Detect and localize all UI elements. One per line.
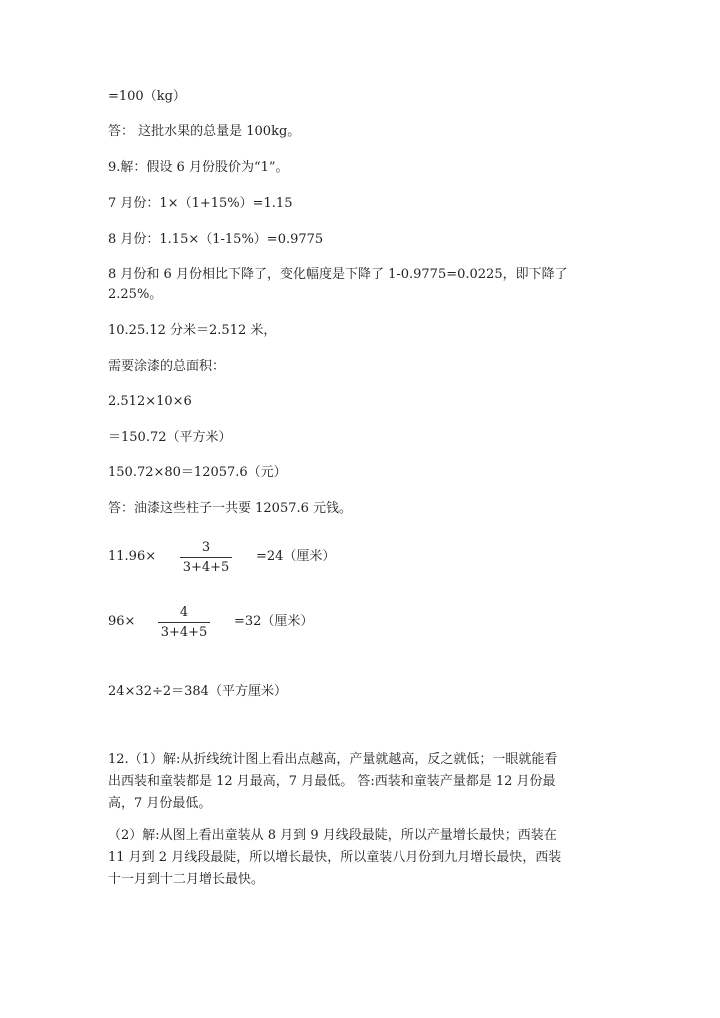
q11-line2-suffix: =32（厘米） [234,614,314,629]
q12-part1-line1: 12.（1）解:从折线统计图上看出点越高，产量就越高，反之就低；一眼就能看 [108,752,558,767]
line-q11-area: 24×32÷2＝384（平方厘米） [108,684,287,699]
line-change-1: 8 月份和 6 月份相比下降了，变化幅度是下降了 1-0.9775=0.0225，即下降了 [108,267,568,282]
line-area-label: 需要涂漆的总面积： [108,359,226,374]
q11-line1-suffix: =24（厘米） [256,549,336,564]
line-change-2: 2.25%。 [108,287,163,302]
fraction-bar [180,557,232,558]
line-august-price: 8 月份：1.15×（1-15%）=0.9775 [108,232,324,247]
line-q9-solution: 9.解：假设 6 月份股价为“1”。 [108,160,289,175]
line-area-formula: 2.512×10×6 [108,394,192,409]
line-cost-formula: 150.72×80＝12057.6（元） [108,465,287,480]
q11-line2-prefix: 96× [108,614,136,629]
line-total-weight: =100（kg） [108,89,186,104]
q11-line1-prefix: 11.96× [108,549,157,564]
q11-fraction-1 [180,540,232,576]
q12-part1-line3: 高，7 月份最低。 [108,796,212,811]
q12-part2-line3: 十一月到十二月增长最快。 [108,872,265,887]
line-answer-cost: 答：油漆这些柱子一共要 12057.6 元钱。 [108,501,353,516]
line-area-result: ＝150.72（平方米） [108,430,232,445]
q11-fraction-2 [158,605,210,641]
q12-part2-line1: （2）解:从图上看出童装从 8 月到 9 月线段最陡，所以产量增长最快；西装在 [108,828,557,843]
line-q10-conversion: 10.25.12 分米＝2.512 米， [108,323,277,338]
fraction-denominator: 3+4+5 [160,625,208,640]
line-answer-fruit: 答： 这批水果的总量是 100kg。 [108,124,301,139]
fraction-numerator: 4 [179,605,189,620]
line-july-price: 7 月份：1×（1+15%）=1.15 [108,196,293,211]
q12-part2-line2: 11 月到 2 月线段最陡，所以增长最快，所以童装八月份到九月增长最快，西装 [108,850,562,865]
fraction-denominator: 3+4+5 [182,560,230,575]
q12-part1-line2: 出西装和童装都是 12 月最高，7 月最低。 答:西装和童装产量都是 12 月份最 [108,774,556,789]
fraction-bar [158,622,210,623]
fraction-numerator: 3 [201,540,211,555]
